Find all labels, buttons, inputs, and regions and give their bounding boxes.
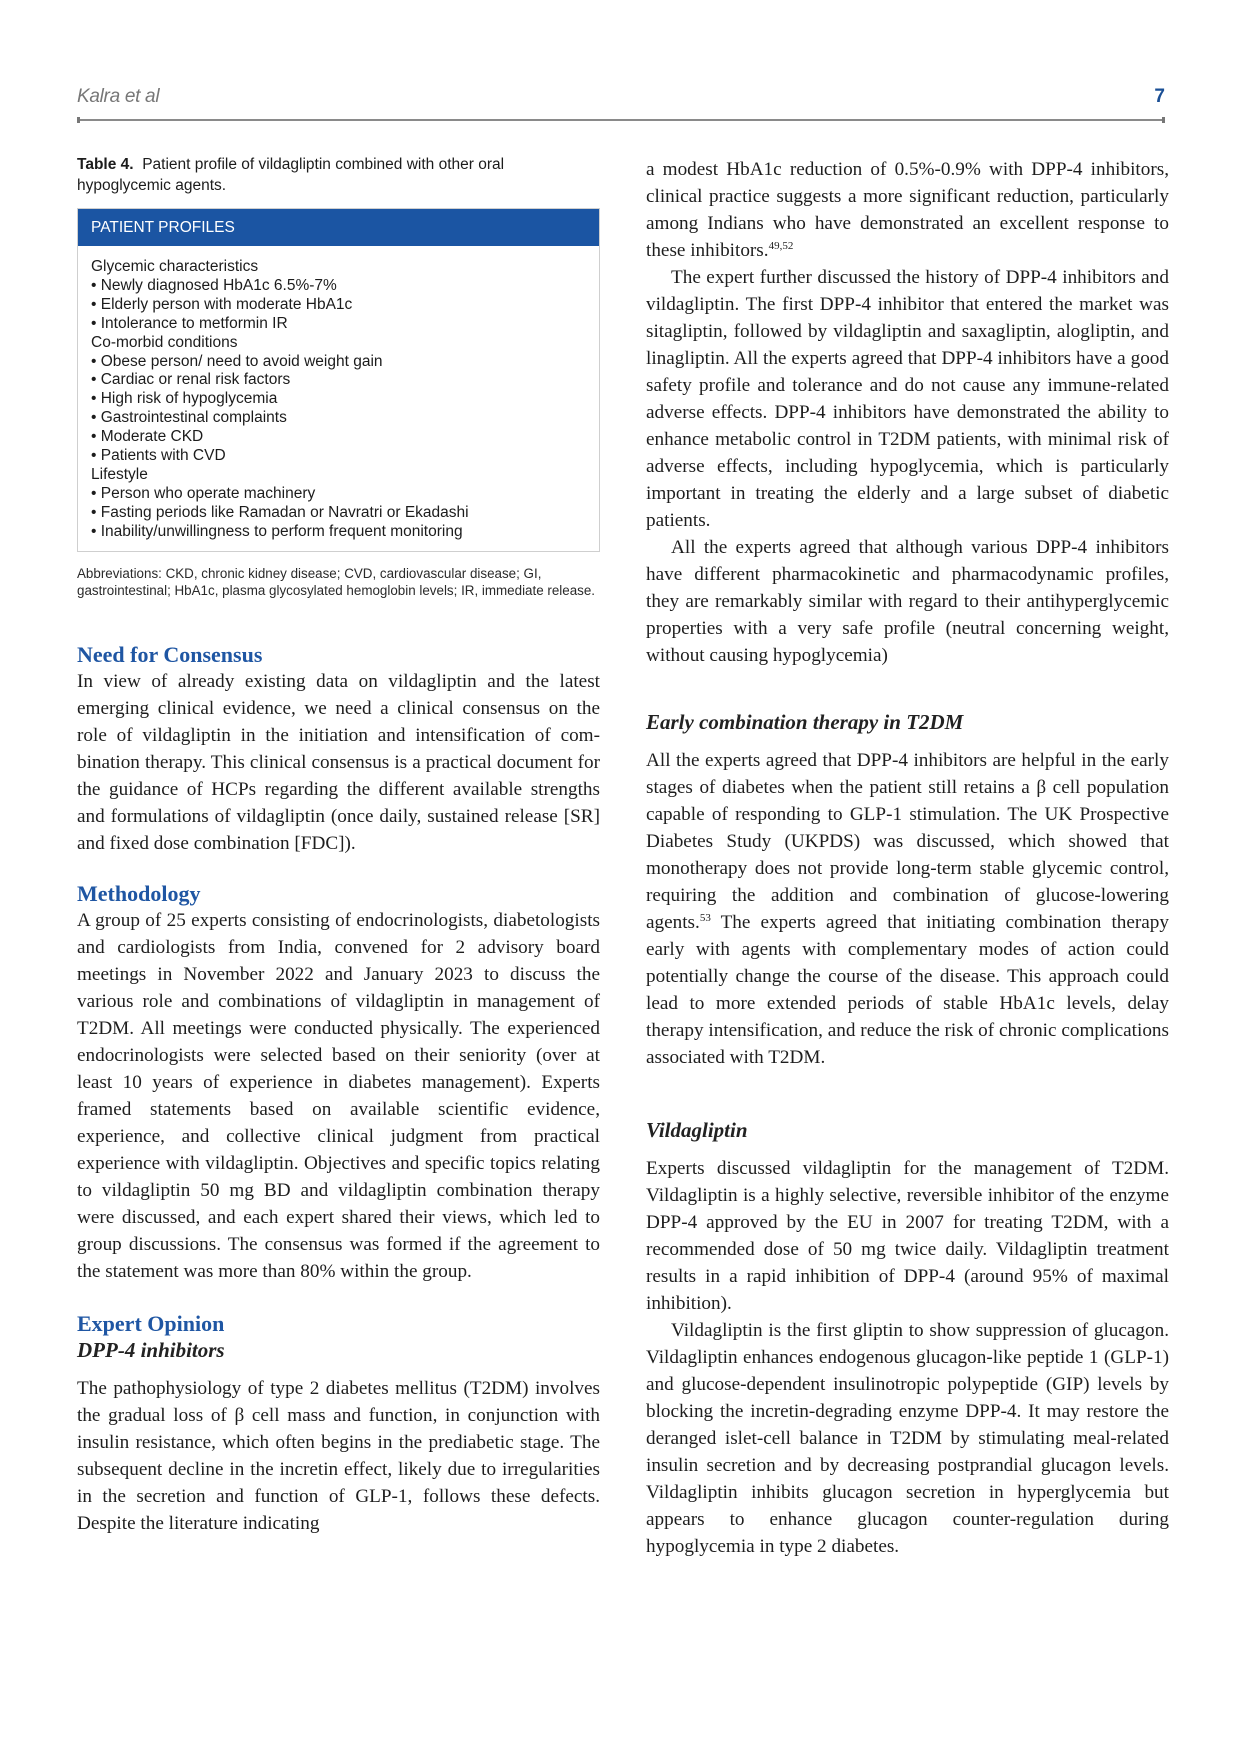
table-column-header: PATIENT PROFILES — [78, 209, 599, 246]
table-row: • High risk of hypoglycemia — [91, 390, 278, 408]
table-row: Lifestyle — [91, 465, 148, 483]
table-row: • Person who operate machinery — [91, 484, 316, 502]
subheading-early-combination: Early combination therapy in T2DM — [646, 710, 964, 734]
table-row: Glycemic characteristics — [91, 258, 259, 275]
page-header — [77, 84, 1165, 114]
right-column — [646, 156, 1169, 1560]
patient-profiles-table — [77, 208, 600, 552]
paragraph-early-combination — [646, 747, 1169, 1071]
section-heading-expert-opinion: Expert Opinion — [77, 1310, 225, 1336]
citation: 53 — [699, 912, 711, 924]
table-row: • Patients with CVD — [91, 447, 226, 465]
table-row: • Gastrointestinal complaints — [91, 409, 287, 427]
table-row: Co-morbid conditions — [91, 333, 238, 351]
left-column — [77, 154, 600, 1537]
paragraph-methodology: A group of 25 experts consisting of endocrinologists, diabetologists and cardiologists from India, convened for 2 advisory board meetings in November 2022 and January 2023 to discuss the various role and combinations of vildagliptin in management of T2DM. All meetings were conducted physically. The experienced endocrinologists were selected based on their seniority (over at least 10 years of experience in diabetes management). Experts framed statements based on available scientific evidence, experience, and collective clinical judgment from practical experience with vildagliptin. Objectives and specific topics relating to vildagliptin 50 mg BD and vildagliptin combination therapy were discussed, and each expert shared their views, which led to group discussions. The consensus was formed if the agreement to the statement was more than 80% within the group. — [77, 909, 600, 1282]
table-row: • Moderate CKD — [91, 428, 204, 446]
table-row: • Obese person/ need to avoid weight gain — [91, 352, 383, 370]
table-caption — [77, 154, 600, 196]
table-row: • Elderly person with moderate HbA1c — [91, 295, 353, 313]
paragraph-hba1c-reduction — [646, 156, 1169, 264]
subheading-vildagliptin: Vildagliptin — [646, 1118, 748, 1142]
running-head: Kalra et al — [77, 86, 160, 107]
table-row: • Inability/unwillingness to perform frequent monitoring — [91, 522, 463, 540]
table-abbreviations: Abbreviations: CKD, chronic kidney disease; CVD, cardiovascular disease; GI, gastrointestinal; HbA1c, plasma glycosylated hemoglobin levels; IR, immediate release. — [77, 565, 596, 599]
paragraph-text: The experts agreed that initiating combination therapy early with agents with complementary modes of action could potentially change the course of the disease. This approach could lead to more extended periods of stable HbA1c levels, delay therapy intensification, and reduce the risk of chronic complications associated with T2DM. — [646, 912, 1169, 1068]
citation: 49,52 — [768, 240, 794, 252]
table-row: • Newly diagnosed HbA1c 6.5%-7% — [91, 276, 337, 294]
header-rule — [77, 119, 1165, 121]
paragraph-text: a modest HbA1c reduction of 0.5%-0.9% with DPP-4 inhibitors, clinical practice suggests a more significant reduction, particularly among Indians who have demonstrated an excellent response to these inhibitors. — [646, 159, 1169, 261]
table-body — [78, 246, 599, 551]
paragraph-dpp4-similarity: All the experts agreed that although various DPP-4 inhibitors have different pharmacokinetic and pharmacodynamic profiles, they are remarkably similar with regard to their antihyperglycemic properties with a very safe profile (neutral concerning weight, without causing hypoglycemia) — [646, 537, 1169, 666]
paragraph-vildagliptin-overview: Experts discussed vildagliptin for the management of T2DM. Vildagliptin is a highly selective, reversible inhibitor of the enzyme DPP-4 approved by the EU in 2007 for treating T2DM, with a recommended dose of 50 mg twice daily. Vildagliptin treatment results in a rapid inhibition of DPP-4 (around 95% of maximal inhibition). — [646, 1158, 1169, 1314]
paragraph-vildagliptin-glucagon: Vildagliptin is the first gliptin to show suppression of glucagon. Vildagliptin enhances endogenous glucagon-like peptide 1 (GLP-1) and glucose-dependent insulinotropic polypeptide (GIP) levels by blocking the incretin-degrading enzyme DPP-4. It may restore the deranged islet-cell balance in T2DM by stimulating meal-related insulin secretion and by decreasing postprandial glucagon levels. Vildagliptin inhibits glucagon secretion in hyperglycemia but appears to enhance glucagon counter-regulation during hypoglycemia in type 2 diabetes. — [646, 1320, 1169, 1557]
section-heading-methodology: Methodology — [77, 880, 201, 906]
table-label: Table 4. — [77, 156, 134, 173]
paragraph-text: All the experts agreed that DPP-4 inhibitors are helpful in the early stages of diabetes when the patient still retains a β cell population capable of responding to GLP-1 stimulation. The UK Prospective Diabetes Study (UKPDS) was discussed, which showed that monotherapy does not provide long-term stable glycemic control, requiring the addition and combination of glucose-lowering agents. — [646, 750, 1169, 933]
paragraph-pathophysiology: The pathophysiology of type 2 diabetes mellitus (T2DM) involves the gradual loss of β cell mass and function, in conjunction with insulin resistance, which often begins in the prediabetic stage. The subsequent decline in the incretin effect, likely due to irregularities in the secretion and function of GLP-1, follows these defects. Despite the literature indicating — [77, 1377, 600, 1534]
page-number: 7 — [1154, 86, 1165, 107]
paragraph-need-for-consensus: In view of already existing data on vildagliptin and the latest emerging clinical evidence, we need a clinical consensus on the role of vildagliptin in the initiation and intensification of combination therapy. This clinical consensus is a practical document for the guidance of HCPs regarding the different available strengths and formulations of vildagliptin (once daily, sustained release [SR] and fixed dose combination [FDC]). — [77, 670, 600, 854]
paragraph-dpp4-history: The expert further discussed the history of DPP-4 inhibitors and vildagliptin. The first DPP-4 inhibitor that entered the market was sitagliptin, followed by vildagliptin and saxagliptin, alogliptin, and linagliptin. All the experts agreed that DPP-4 inhibitors have a good safety profile and tolerance and do not cause any immune-related adverse effects. DPP-4 inhibitors have demonstrated the ability to enhance metabolic control in T2DM patients, with minimal risk of adverse effects, including hypoglycemia, which is particularly important in treating the elderly and a large subset of diabetic patients. — [646, 267, 1169, 531]
table-caption-text: Patient profile of vildagliptin combined with other oral hypoglycemic agents. — [77, 156, 505, 194]
table-row: • Fasting periods like Ramadan or Navratri or Ekadashi — [91, 503, 469, 521]
subheading-dpp4-inhibitors: DPP-4 inhibitors — [77, 1337, 225, 1362]
table-row: • Cardiac or renal risk factors — [91, 371, 291, 389]
section-heading-need-for-consensus: Need for Consensus — [77, 641, 263, 667]
table-row: • Intolerance to metformin IR — [91, 314, 288, 332]
